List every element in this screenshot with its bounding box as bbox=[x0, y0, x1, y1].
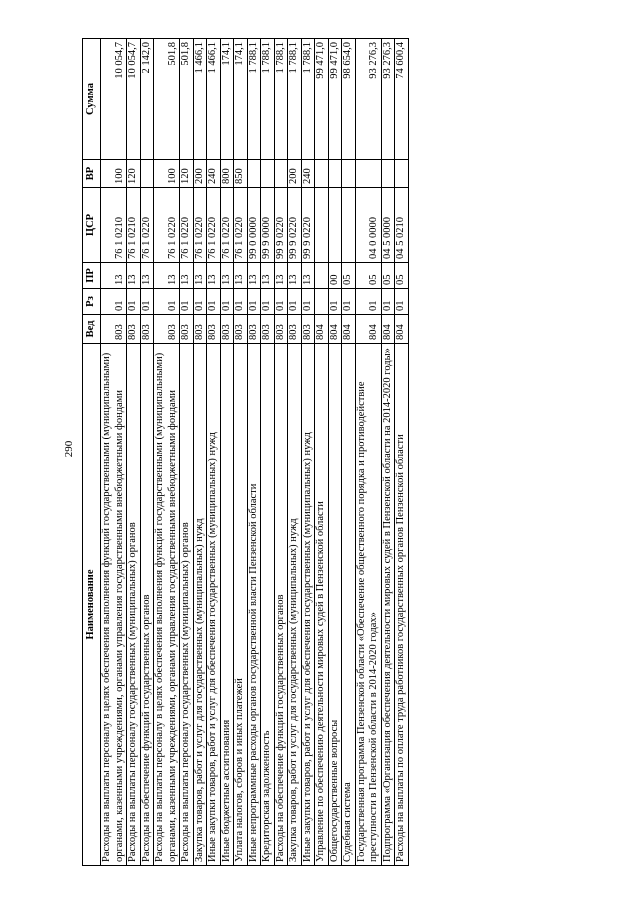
cell-sum: 501,8 bbox=[154, 39, 180, 160]
cell-rz: 01 bbox=[261, 289, 275, 315]
cell-pr: 05 bbox=[355, 263, 381, 289]
cell-rz: 01 bbox=[274, 289, 288, 315]
cell-pr: 05 bbox=[342, 263, 356, 289]
cell-name: Иные закупки товаров, работ и услуг для обеспечения государственных (муниципальных) нужд bbox=[207, 344, 221, 866]
header-rz: Рз bbox=[83, 289, 101, 315]
cell-rz: 01 bbox=[247, 289, 261, 315]
table-row bbox=[355, 39, 381, 866]
cell-csr: 76 1 0220 bbox=[140, 188, 154, 263]
page-number: 290 bbox=[63, 440, 75, 458]
cell-ved: 803 bbox=[140, 315, 154, 344]
cell-name: Расходы на обеспечение функций государственных органов bbox=[274, 344, 288, 866]
cell-sum: 1 466,1 bbox=[207, 39, 221, 160]
cell-rz: 01 bbox=[395, 289, 409, 315]
cell-ved: 803 bbox=[193, 315, 207, 344]
cell-pr: 00 bbox=[328, 263, 342, 289]
table-row bbox=[301, 39, 315, 866]
header-vr: ВР bbox=[83, 160, 101, 188]
cell-sum: 10 054,7 bbox=[127, 39, 141, 160]
cell-sum: 2 142,0 bbox=[140, 39, 154, 160]
cell-name: Расходы на выплаты персоналу в целях обеспечения выполнения функций государственными (муниципальными) органами, казенными учреждениями, органами управления государственными внебюджетными фондами bbox=[101, 344, 127, 866]
cell-pr: 13 bbox=[127, 263, 141, 289]
cell-sum: 1 788,1 bbox=[247, 39, 261, 160]
cell-sum: 74 600,4 bbox=[395, 39, 409, 160]
cell-ved: 803 bbox=[180, 315, 194, 344]
cell-csr: 04 5 0000 bbox=[381, 188, 395, 263]
cell-ved: 803 bbox=[288, 315, 302, 344]
cell-csr: 04 0 0000 bbox=[355, 188, 381, 263]
cell-ved: 804 bbox=[395, 315, 409, 344]
header-sum: Сумма bbox=[83, 39, 101, 160]
cell-rz: 01 bbox=[140, 289, 154, 315]
cell-vr bbox=[274, 160, 288, 188]
cell-rz: 01 bbox=[180, 289, 194, 315]
cell-vr bbox=[140, 160, 154, 188]
cell-name: Кредиторская задолженность bbox=[261, 344, 275, 866]
cell-pr bbox=[315, 263, 329, 289]
cell-sum: 99 471,0 bbox=[315, 39, 329, 160]
cell-sum: 10 054,7 bbox=[101, 39, 127, 160]
cell-name: Иные бюджетные ассигнования bbox=[220, 344, 234, 866]
cell-pr: 13 bbox=[274, 263, 288, 289]
cell-csr: 99 9 0220 bbox=[301, 188, 315, 263]
table-row bbox=[234, 39, 248, 866]
cell-csr: 76 1 0210 bbox=[127, 188, 141, 263]
cell-csr: 76 1 0220 bbox=[154, 188, 180, 263]
cell-ved: 803 bbox=[261, 315, 275, 344]
cell-csr: 99 0 0000 bbox=[247, 188, 261, 263]
cell-vr bbox=[261, 160, 275, 188]
cell-csr: 99 9 0220 bbox=[288, 188, 302, 263]
cell-ved: 803 bbox=[301, 315, 315, 344]
cell-csr: 76 1 0220 bbox=[193, 188, 207, 263]
cell-ved: 804 bbox=[355, 315, 381, 344]
cell-name: Общегосударственные вопросы bbox=[328, 344, 342, 866]
table-row bbox=[154, 39, 180, 866]
cell-ved: 804 bbox=[381, 315, 395, 344]
cell-name: Закупка товаров, работ и услуг для государственных (муниципальных) нужд bbox=[288, 344, 302, 866]
cell-vr: 120 bbox=[127, 160, 141, 188]
cell-rz: 01 bbox=[381, 289, 395, 315]
cell-sum: 1 788,1 bbox=[274, 39, 288, 160]
table-row bbox=[381, 39, 395, 866]
table-header-row bbox=[83, 39, 101, 866]
cell-ved: 803 bbox=[207, 315, 221, 344]
cell-csr bbox=[342, 188, 356, 263]
budget-table bbox=[82, 38, 409, 866]
table-row bbox=[247, 39, 261, 866]
cell-sum: 174,1 bbox=[234, 39, 248, 160]
table-row bbox=[395, 39, 409, 866]
cell-rz: 01 bbox=[234, 289, 248, 315]
cell-csr: 76 1 0220 bbox=[234, 188, 248, 263]
cell-vr: 200 bbox=[193, 160, 207, 188]
cell-ved: 804 bbox=[342, 315, 356, 344]
cell-pr: 13 bbox=[234, 263, 248, 289]
cell-sum: 1 466,1 bbox=[193, 39, 207, 160]
table-row bbox=[288, 39, 302, 866]
table-row bbox=[101, 39, 127, 866]
cell-name: Уплата налогов, сборов и иных платежей bbox=[234, 344, 248, 866]
cell-pr: 13 bbox=[154, 263, 180, 289]
cell-pr: 05 bbox=[381, 263, 395, 289]
table-row bbox=[220, 39, 234, 866]
cell-sum: 1 788,1 bbox=[261, 39, 275, 160]
cell-vr bbox=[355, 160, 381, 188]
cell-vr: 240 bbox=[301, 160, 315, 188]
header-name: Наименование bbox=[83, 344, 101, 866]
cell-pr: 13 bbox=[207, 263, 221, 289]
cell-ved: 803 bbox=[274, 315, 288, 344]
cell-name: Расходы на выплаты по оплате труда работников государственных органов Пензенской области bbox=[395, 344, 409, 866]
cell-csr bbox=[315, 188, 329, 263]
cell-name: Расходы на обеспечение функций государственных органов bbox=[140, 344, 154, 866]
cell-pr: 13 bbox=[261, 263, 275, 289]
cell-ved: 803 bbox=[234, 315, 248, 344]
cell-vr bbox=[315, 160, 329, 188]
cell-csr: 99 9 0000 bbox=[261, 188, 275, 263]
table-row bbox=[328, 39, 342, 866]
cell-rz bbox=[315, 289, 329, 315]
cell-pr: 13 bbox=[220, 263, 234, 289]
table-row bbox=[140, 39, 154, 866]
cell-sum: 98 654,0 bbox=[342, 39, 356, 160]
table-body bbox=[101, 39, 409, 866]
cell-vr bbox=[381, 160, 395, 188]
cell-name: Закупка товаров, работ и услуг для государственных (муниципальных) нужд bbox=[193, 344, 207, 866]
cell-name: Расходы на выплаты персоналу в целях обеспечения выполнения функций государственными (муниципальными) органами, казенными учреждениями, органами управления государственными внебюджетными фондами bbox=[154, 344, 180, 866]
cell-vr bbox=[342, 160, 356, 188]
cell-pr: 13 bbox=[301, 263, 315, 289]
cell-vr: 200 bbox=[288, 160, 302, 188]
cell-csr: 99 9 0220 bbox=[274, 188, 288, 263]
header-csr: ЦСР bbox=[83, 188, 101, 263]
cell-name: Иные непрограммные расходы органов государственной власти Пензенской области bbox=[247, 344, 261, 866]
cell-ved: 803 bbox=[220, 315, 234, 344]
table-row bbox=[180, 39, 194, 866]
cell-csr: 76 1 0210 bbox=[101, 188, 127, 263]
cell-vr bbox=[395, 160, 409, 188]
cell-name: Государственная программа Пензенской области «Обеспечение общественного порядка и противодействие преступности в Пензенской области в 2014-2020 годах» bbox=[355, 344, 381, 866]
cell-sum: 1 788,1 bbox=[301, 39, 315, 160]
cell-rz: 01 bbox=[127, 289, 141, 315]
cell-pr: 13 bbox=[288, 263, 302, 289]
cell-ved: 804 bbox=[315, 315, 329, 344]
cell-sum: 501,8 bbox=[180, 39, 194, 160]
cell-rz: 01 bbox=[220, 289, 234, 315]
cell-sum: 93 276,3 bbox=[355, 39, 381, 160]
cell-ved: 803 bbox=[101, 315, 127, 344]
cell-name: Расходы на выплаты персоналу государственных (муниципальных) органов bbox=[127, 344, 141, 866]
cell-rz: 01 bbox=[154, 289, 180, 315]
cell-csr bbox=[328, 188, 342, 263]
cell-vr: 120 bbox=[180, 160, 194, 188]
cell-csr: 76 1 0220 bbox=[207, 188, 221, 263]
cell-pr: 05 bbox=[395, 263, 409, 289]
cell-csr: 76 1 0220 bbox=[220, 188, 234, 263]
cell-vr: 100 bbox=[101, 160, 127, 188]
cell-ved: 803 bbox=[154, 315, 180, 344]
table-row bbox=[315, 39, 329, 866]
cell-vr: 850 bbox=[234, 160, 248, 188]
cell-pr: 13 bbox=[247, 263, 261, 289]
cell-name: Судебная система bbox=[342, 344, 356, 866]
cell-pr: 13 bbox=[140, 263, 154, 289]
cell-csr: 76 1 0220 bbox=[180, 188, 194, 263]
cell-pr: 13 bbox=[180, 263, 194, 289]
cell-rz: 01 bbox=[328, 289, 342, 315]
cell-ved: 804 bbox=[328, 315, 342, 344]
cell-rz: 01 bbox=[101, 289, 127, 315]
cell-rz: 01 bbox=[355, 289, 381, 315]
cell-name: Подпрограмма «Организация обеспечения деятельности мировых судей в Пензенской области на 2014-2020 годы» bbox=[381, 344, 395, 866]
cell-pr: 13 bbox=[193, 263, 207, 289]
table-row bbox=[274, 39, 288, 866]
cell-name: Расходы на выплаты персоналу государственных (муниципальных) органов bbox=[180, 344, 194, 866]
cell-ved: 803 bbox=[247, 315, 261, 344]
cell-sum: 93 276,3 bbox=[381, 39, 395, 160]
table-row bbox=[127, 39, 141, 866]
cell-name: Управление по обеспечению деятельности мировых судей в Пензенской области bbox=[315, 344, 329, 866]
cell-pr: 13 bbox=[101, 263, 127, 289]
header-pr: ПР bbox=[83, 263, 101, 289]
cell-vr: 800 bbox=[220, 160, 234, 188]
cell-ved: 803 bbox=[127, 315, 141, 344]
cell-csr: 04 5 0210 bbox=[395, 188, 409, 263]
cell-sum: 1 788,1 bbox=[288, 39, 302, 160]
cell-name: Иные закупки товаров, работ и услуг для обеспечения государственных (муниципальных) нужд bbox=[301, 344, 315, 866]
cell-vr: 100 bbox=[154, 160, 180, 188]
table-row bbox=[261, 39, 275, 866]
table-row bbox=[342, 39, 356, 866]
header-ved: Вед bbox=[83, 315, 101, 344]
cell-sum: 99 471,0 bbox=[328, 39, 342, 160]
cell-rz: 01 bbox=[193, 289, 207, 315]
cell-vr bbox=[247, 160, 261, 188]
cell-vr bbox=[328, 160, 342, 188]
rotated-table-container bbox=[82, 39, 583, 866]
table-row bbox=[207, 39, 221, 866]
cell-rz: 01 bbox=[301, 289, 315, 315]
cell-rz: 01 bbox=[342, 289, 356, 315]
cell-rz: 01 bbox=[207, 289, 221, 315]
cell-vr: 240 bbox=[207, 160, 221, 188]
table-row bbox=[193, 39, 207, 866]
cell-rz: 01 bbox=[288, 289, 302, 315]
cell-sum: 174,1 bbox=[220, 39, 234, 160]
